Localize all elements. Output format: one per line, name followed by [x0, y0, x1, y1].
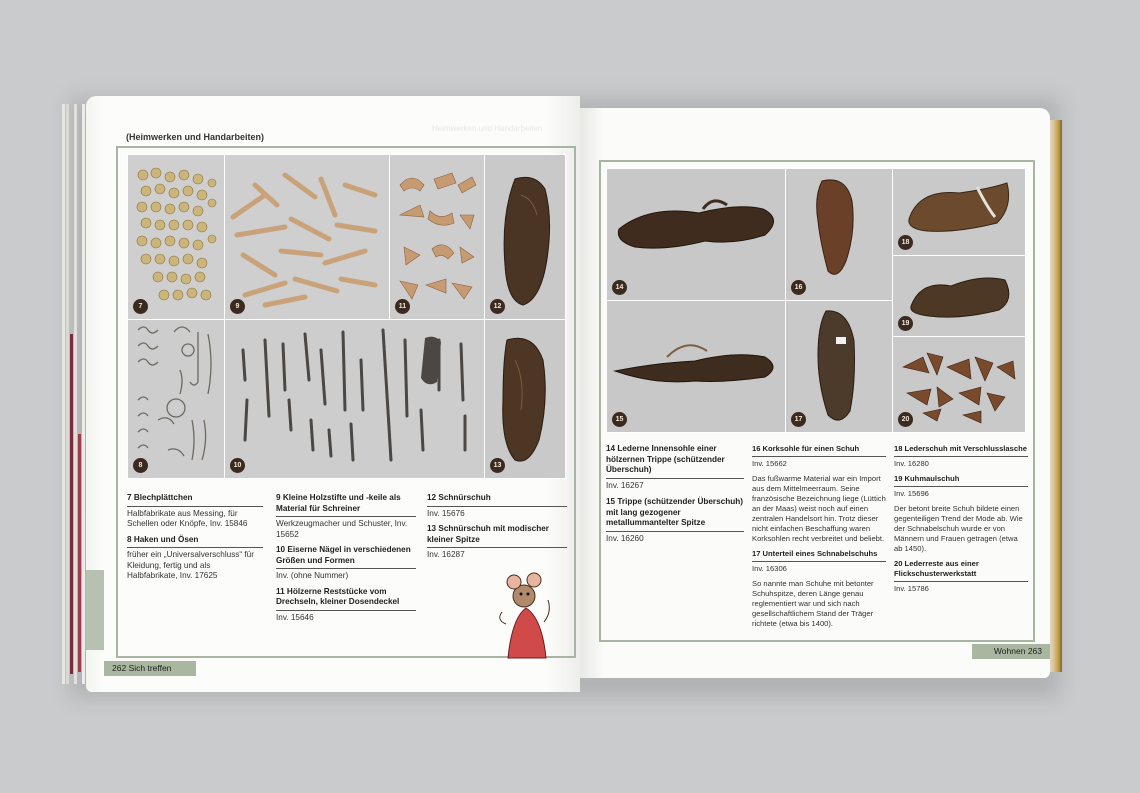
caption-19-text: Der betont breite Schuh bildete einen gegenteiligen Trend der Mode ab. Wie der Schnabelschuh wurde er von Männern und Frauen getragen (etwa ab 1450). [894, 504, 1023, 553]
photo-number: 8 [133, 458, 148, 473]
turned-wood-illustration [390, 155, 484, 319]
photo-number: 16 [791, 280, 806, 295]
caption-20-body: Inv. 15786 [894, 584, 929, 593]
left-page-number: 262 [112, 663, 127, 673]
photo-15-patten-pointed [606, 300, 786, 433]
caption-17-title: 17 Unterteil eines Schnabelschuhs [752, 549, 886, 562]
right-page-number: 263 [1027, 646, 1042, 656]
photo-8-hooks-and-eyes [127, 319, 225, 479]
left-margin-bar [86, 570, 104, 650]
photo-9-wooden-pegs [224, 154, 390, 320]
page-edges-right [1048, 120, 1062, 672]
photo-number: 18 [898, 235, 913, 250]
insole-illustration [607, 169, 785, 300]
photo-14-insole [606, 168, 786, 301]
caption-12-title: 12 Schnürschuh [427, 493, 567, 507]
photo-19-cow-mouth-shoe [892, 255, 1026, 337]
caption-13-title: 13 Schnürschuh mit modischer kleiner Spitze [427, 524, 567, 548]
photo-12-laced-shoe [484, 154, 566, 320]
brass-plates-illustration [128, 155, 224, 319]
photo-17-beak-shoe-bottom [785, 300, 893, 433]
caption-10-body: Inv. (ohne Nummer) [276, 571, 349, 580]
section-header: (Heimwerken und Handarbeiten) [126, 132, 265, 142]
caption-9-title: 9 Kleine Holzstifte und -keile als Material für Schreiner [276, 493, 416, 517]
patten-illustration [607, 301, 785, 432]
photo-number: 9 [230, 299, 245, 314]
caption-11-title: 11 Hölzerne Reststücke vom Drechseln, kleiner Dosendeckel [276, 587, 416, 611]
photo-number: 19 [898, 316, 913, 331]
ghost-text: Heimwerken und Handarbeiten [432, 124, 543, 133]
photo-number: 17 [791, 412, 806, 427]
photo-7-brass-plates [127, 154, 225, 320]
caption-16-title: 16 Korksohle für einen Schuh [752, 444, 886, 457]
caption-column-5 [752, 444, 886, 634]
caption-7-title: 7 Blechplättchen [127, 493, 263, 507]
caption-18-body: Inv. 16280 [894, 459, 929, 468]
caption-17-body: Inv. 16306 [752, 564, 787, 573]
caption-column-2 [276, 493, 416, 628]
caption-16-body: Inv. 15662 [752, 459, 787, 468]
right-page-title: Wohnen [993, 646, 1026, 656]
photo-number: 7 [133, 299, 148, 314]
left-page-title: Sich treffen [128, 663, 172, 673]
photo-number: 13 [490, 458, 505, 473]
caption-9-body: Werkzeugmacher und Schuster, Inv. 15652 [276, 519, 408, 539]
caption-18-title: 18 Lederschuh mit Verschlusslasche [894, 444, 1028, 457]
caption-7-body: Halbfabrikate aus Messing, für Schellen oder Knöpfe, Inv. 15846 [127, 508, 248, 528]
caption-14-title: 14 Lederne Innensohle einer hölzernen Trippe (schützender Überschuh) [606, 444, 744, 479]
caption-8-body: früher ein „Universalverschluss“ für Kleidung, fertig und als Halbfabrikate, Inv. 17625 [127, 550, 254, 580]
caption-column-4 [606, 444, 744, 550]
photo-number: 11 [395, 299, 410, 314]
photo-16-cork-sole [785, 168, 893, 301]
caption-11-body: Inv. 15646 [276, 612, 314, 622]
mouse-mascot-illustration [494, 566, 556, 664]
photo-11-turned-wood [389, 154, 485, 320]
caption-19-body: Inv. 15696 [894, 489, 929, 498]
caption-12-body: Inv. 15676 [427, 508, 465, 518]
hooks-and-eyes-illustration [128, 320, 224, 478]
left-page-footer [104, 661, 196, 676]
caption-17-text: So nannte man Schuhe mit betonter Schuhspitze, deren Länge genau reglementiert war und sich nach gesellschaftlichem Stand der Träger richtete (etwa bis 1400). [752, 579, 874, 628]
photo-number: 20 [898, 412, 913, 427]
caption-column-1 [127, 493, 263, 587]
photo-number: 14 [612, 280, 627, 295]
photo-number: 12 [490, 299, 505, 314]
caption-8-title: 8 Haken und Ösen [127, 535, 263, 549]
iron-nails-illustration [225, 320, 484, 478]
caption-column-3 [427, 493, 567, 566]
pointed-shoe-illustration [485, 320, 565, 478]
caption-15-body: Inv. 16260 [606, 533, 644, 543]
caption-15-title: 15 Trippe (schützender Überschuh) mit lang gezogener metallummantelter Spitze [606, 497, 744, 532]
caption-20-title: 20 Lederreste aus einer Flickschusterwerkstatt [894, 559, 1028, 582]
caption-10-title: 10 Eiserne Nägel in verschiedenen Größen und Formen [276, 545, 416, 569]
caption-13-body: Inv. 16287 [427, 550, 465, 559]
laced-shoe-illustration [485, 155, 565, 319]
photo-20-leather-scraps [892, 336, 1026, 433]
caption-16-text: Das fußwarme Material war ein Import aus dem Mittelmeerraum. Seine französische Bezeichnung liege (Lüttich an der Maas) weist noch auf einen zentralen Handelsort hin. Trotz dieser nicht einfachen Beschaffung waren Korksohlen recht verbreitet und beliebt. [752, 474, 886, 543]
photo-10-iron-nails [224, 319, 485, 479]
photo-number: 15 [612, 412, 627, 427]
caption-14-body: Inv. 16267 [606, 480, 644, 490]
photo-13-laced-shoe-pointed [484, 319, 566, 479]
wooden-pegs-illustration [225, 155, 389, 319]
caption-19-title: 19 Kuhmaulschuh [894, 474, 1028, 487]
photo-number: 10 [230, 458, 245, 473]
photo-18-leather-shoe-strap [892, 168, 1026, 256]
caption-column-6 [894, 444, 1028, 599]
right-page-footer [972, 644, 1050, 659]
